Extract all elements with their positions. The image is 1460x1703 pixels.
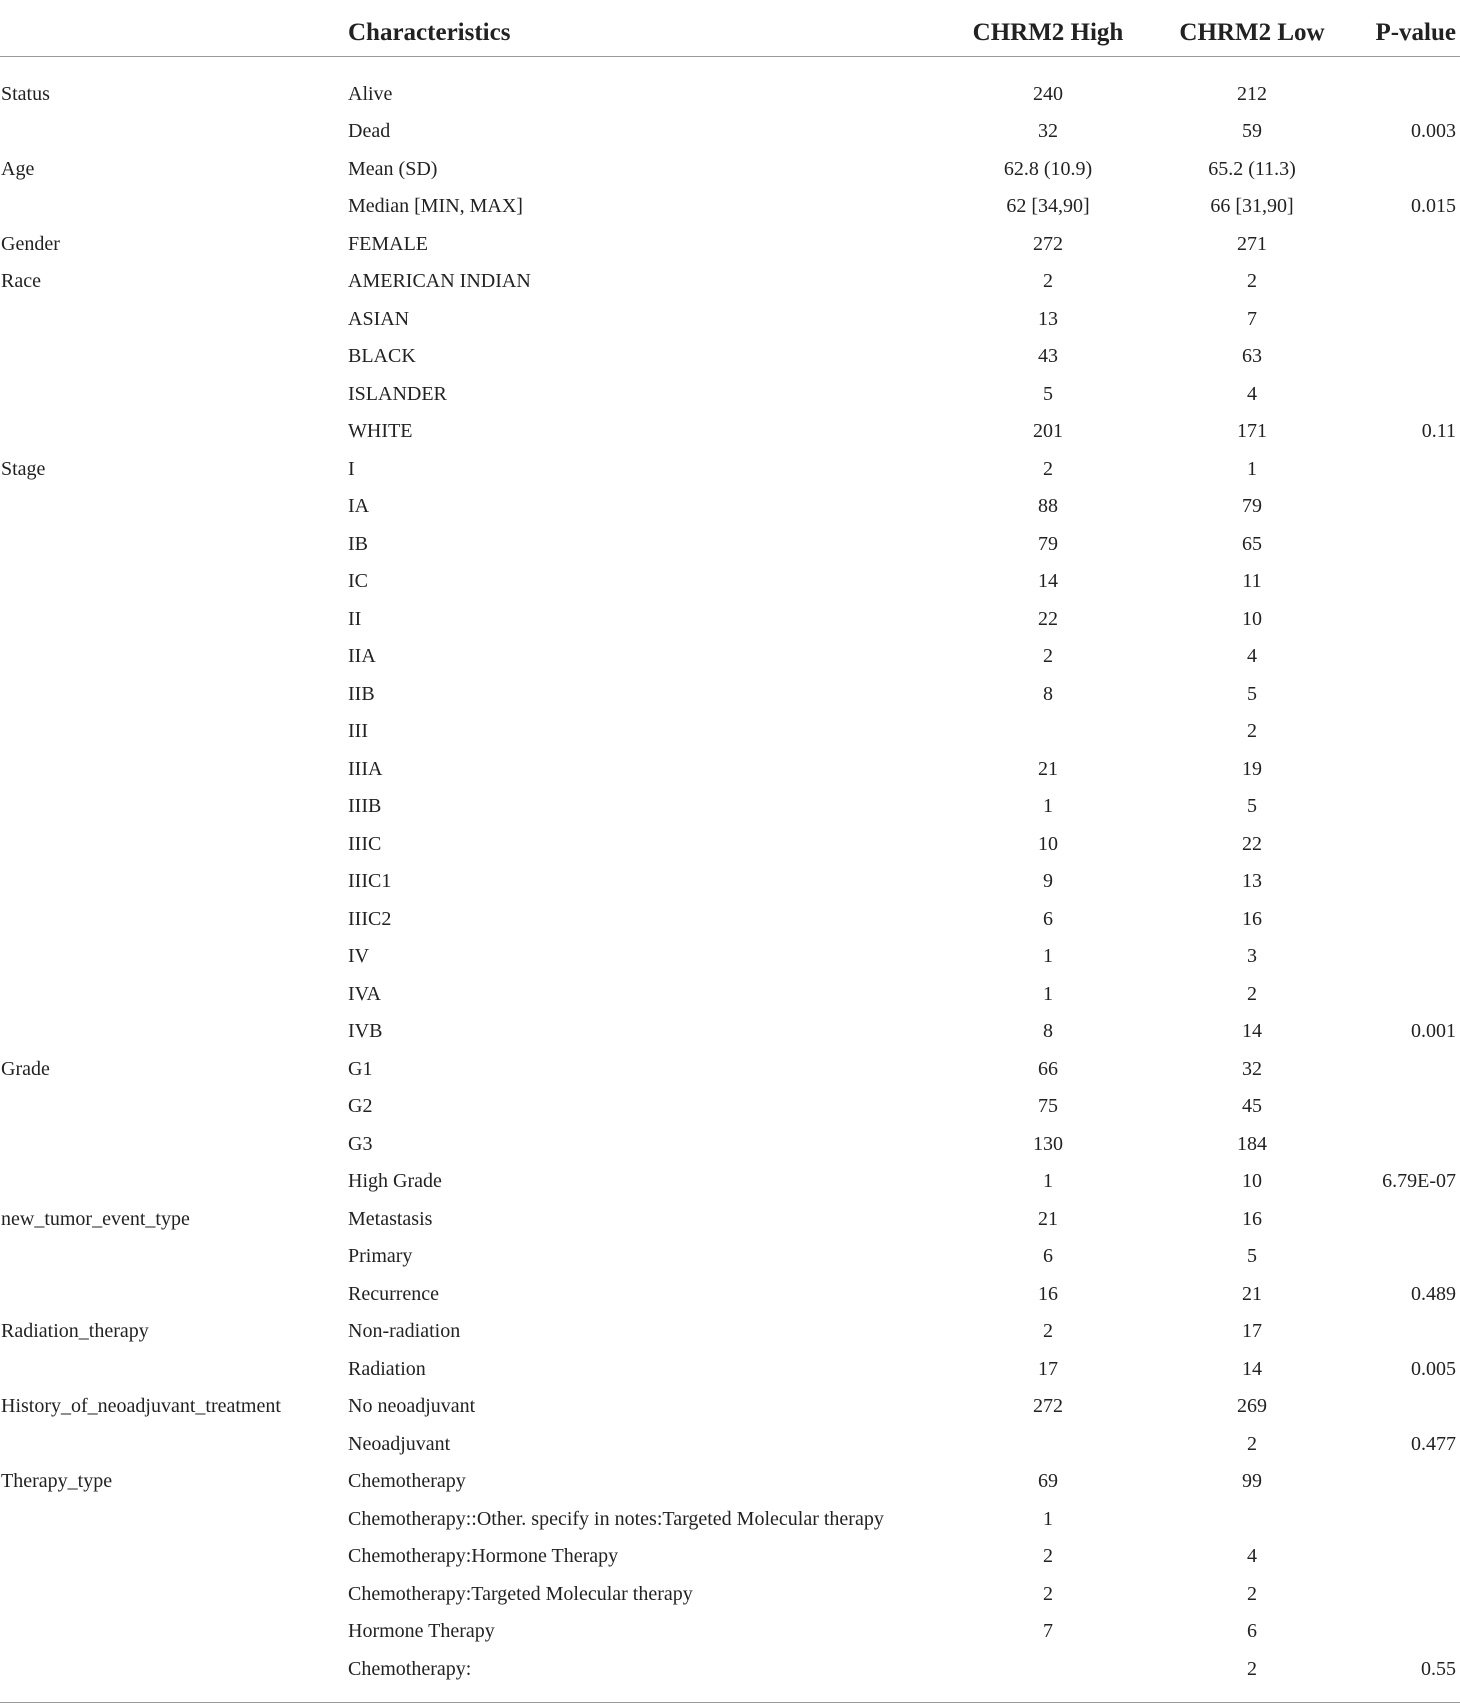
table-row [0,1163,1460,1201]
group-cell [0,300,348,338]
chrm2-high-cell: 2 [1043,645,1053,668]
table-body [0,57,1460,1703]
chrm2-high-cell [956,1425,1140,1463]
chrm2-high-cell: 2 [1043,457,1053,480]
p-value-cell: 0.489 [1411,1282,1456,1305]
characteristic-cell: Chemotherapy: [348,1650,956,1702]
characteristic-cell: No neoadjuvant [348,1395,476,1418]
p-value-cell [1364,1388,1460,1426]
p-value-cell [1364,1613,1460,1651]
p-value-cell [1364,1575,1460,1613]
chrm2-high-cell: 6 [1043,907,1053,930]
characteristic-cell: ISLANDER [348,382,447,405]
p-value-cell [1364,375,1460,413]
header-p-value: P-value [1364,0,1460,57]
chrm2-high-cell: 17 [1038,1357,1058,1380]
characteristic-cell: AMERICAN INDIAN [348,270,531,293]
chrm2-high-cell: 201 [1033,420,1063,443]
chrm2-high-cell: 1 [1043,1170,1053,1193]
table-row [0,1650,1460,1702]
p-value-cell [1364,1500,1460,1538]
characteristic-cell: Chemotherapy::Other. specify in notes:Targeted Molecular therapy [348,1507,884,1530]
table-row [0,450,1460,488]
chrm2-high-cell: 272 [1033,232,1063,255]
group-cell: History_of_neoadjuvant_treatment [1,1395,281,1418]
characteristic-cell: IIB [348,682,375,705]
chrm2-low-cell: 21 [1242,1282,1262,1305]
p-value-cell [1364,788,1460,826]
table-row [0,563,1460,601]
characteristic-cell: Chemotherapy:Targeted Molecular therapy [348,1582,693,1605]
chrm2-high-cell: 88 [1038,495,1058,518]
characteristic-cell: IVB [348,1020,383,1043]
group-cell: Radiation_therapy [1,1320,149,1343]
group-cell [0,1350,348,1388]
p-value-cell: 0.55 [1364,1650,1460,1702]
group-cell [0,600,348,638]
chrm2-low-cell: 65 [1242,532,1262,555]
table-row [0,1313,1460,1351]
chrm2-high-cell: 5 [1043,382,1053,405]
group-cell: Stage [1,457,46,480]
characteristic-cell: IIIC1 [348,870,392,893]
header-group [0,0,348,57]
chrm2-high-cell: 22 [1038,607,1058,630]
chrm2-high-cell: 240 [1033,82,1063,105]
table-row [0,1125,1460,1163]
chrm2-high-cell: 130 [1033,1132,1063,1155]
table-row [0,788,1460,826]
characteristic-cell: Hormone Therapy [348,1620,495,1643]
chrm2-low-cell: 10 [1242,1170,1262,1193]
chrm2-high-cell: 79 [1038,532,1058,555]
chrm2-low-cell: 14 [1242,1020,1262,1043]
table-row [0,225,1460,263]
table-row [0,338,1460,376]
p-value-cell [1364,1463,1460,1501]
chrm2-low-cell: 4 [1247,1545,1257,1568]
characteristic-cell: G1 [348,1057,373,1080]
header-chrm2-high: CHRM2 High [956,0,1140,57]
group-cell: Therapy_type [1,1470,113,1493]
p-value-cell: 0.003 [1411,120,1456,143]
p-value-cell: 0.001 [1411,1020,1456,1043]
table-row [0,1463,1460,1501]
chrm2-low-cell: 5 [1247,795,1257,818]
characteristic-cell: Metastasis [348,1207,433,1230]
chrm2-high-cell: 62 [34,90] [1006,195,1090,218]
chrm2-low-cell: 1 [1247,457,1257,480]
chrm2-low-cell: 4 [1247,382,1257,405]
chrm2-low-cell: 16 [1242,1207,1262,1230]
table-row [0,525,1460,563]
group-cell: Grade [1,1057,50,1080]
table-row [0,375,1460,413]
characteristic-cell: IA [348,495,370,518]
group-cell [0,938,348,976]
table-row [0,863,1460,901]
table-row [0,488,1460,526]
p-value-cell [1364,563,1460,601]
group-cell [0,1238,348,1276]
table-row [0,975,1460,1013]
table-row [0,900,1460,938]
characteristic-cell: Alive [348,82,393,105]
chrm2-low-cell: 59 [1242,120,1262,143]
p-value-cell [1364,150,1460,188]
chrm2-low-cell: 212 [1237,82,1267,105]
p-value-cell [1364,300,1460,338]
chrm2-high-cell: 14 [1038,570,1058,593]
p-value-cell [1364,600,1460,638]
chrm2-high-cell: 2 [1043,1545,1053,1568]
group-cell [0,863,348,901]
characteristic-cell: IIIA [348,757,383,780]
characteristic-cell: IV [348,945,370,968]
header-chrm2-low: CHRM2 Low [1140,0,1364,57]
p-value-cell [1364,825,1460,863]
p-value-cell: 0.015 [1411,195,1456,218]
group-cell [0,488,348,526]
table-header [0,0,1460,57]
table-row [0,1013,1460,1051]
group-cell [0,563,348,601]
characteristic-cell: Non-radiation [348,1320,461,1343]
p-value-cell [1364,863,1460,901]
chrm2-low-cell: 2 [1247,270,1257,293]
header-characteristics: Characteristics [348,0,956,57]
table-row [0,1388,1460,1426]
table-row [0,675,1460,713]
group-cell: Age [1,157,35,180]
chrm2-low-cell: 13 [1242,870,1262,893]
group-cell [0,1500,348,1538]
chrm2-high-cell: 43 [1038,345,1058,368]
group-cell: new_tumor_event_type [1,1207,190,1230]
chrm2-high-cell: 2 [1043,1320,1053,1343]
chrm2-high-cell: 2 [1043,1582,1053,1605]
table-row [0,1575,1460,1613]
chrm2-low-cell: 14 [1242,1357,1262,1380]
group-cell [0,1163,348,1201]
p-value-cell: 0.11 [1421,420,1456,443]
chrm2-low-cell: 5 [1247,682,1257,705]
table-row [0,57,1460,113]
characteristic-cell: IIIC2 [348,907,392,930]
table-row [0,263,1460,301]
chrm2-high-cell: 62.8 (10.9) [1003,157,1093,180]
chrm2-low-cell: 271 [1237,232,1267,255]
characteristic-cell: Neoadjuvant [348,1432,451,1455]
chrm2-low-cell: 65.2 (11.3) [1208,157,1296,180]
table-row [0,113,1460,151]
characteristic-cell: Recurrence [348,1282,440,1305]
characteristic-cell: IC [348,570,368,593]
group-cell [0,1275,348,1313]
chrm2-low-cell: 79 [1242,495,1262,518]
p-value-cell [1364,638,1460,676]
characteristic-cell: Dead [348,120,391,143]
group-cell: Gender [1,232,60,255]
characteristic-cell: IIA [348,645,376,668]
group-cell [0,1425,348,1463]
chrm2-low-cell: 6 [1247,1620,1257,1643]
chrm2-low-cell: 2 [1247,982,1257,1005]
table-row [0,825,1460,863]
p-value-cell [1364,1088,1460,1126]
chrm2-low-cell [1140,1500,1364,1538]
characteristic-cell: III [348,720,368,743]
chrm2-low-cell: 19 [1242,757,1262,780]
chrm2-high-cell: 8 [1043,1020,1053,1043]
group-cell [0,1650,348,1702]
chrm2-high-cell: 13 [1038,307,1058,330]
p-value-cell [1364,1538,1460,1576]
p-value-cell [1364,713,1460,751]
chrm2-low-cell: 171 [1237,420,1267,443]
characteristic-cell: G3 [348,1132,373,1155]
p-value-cell [1364,525,1460,563]
characteristic-cell: II [348,607,362,630]
group-cell [0,675,348,713]
chrm2-low-cell: 3 [1247,945,1257,968]
chrm2-high-cell: 21 [1038,757,1058,780]
chrm2-high-cell: 75 [1038,1095,1058,1118]
chrm2-low-cell: 99 [1242,1470,1262,1493]
group-cell: Race [1,270,41,293]
characteristic-cell: Chemotherapy:Hormone Therapy [348,1545,619,1568]
characteristic-cell: ASIAN [348,307,410,330]
chrm2-low-cell: 17 [1242,1320,1262,1343]
table-row [0,713,1460,751]
chrm2-high-cell: 69 [1038,1470,1058,1493]
table-row [0,750,1460,788]
table-row [0,1538,1460,1576]
group-cell [0,413,348,451]
characteristic-cell: Median [MIN, MAX] [348,195,523,218]
chrm2-high-cell: 16 [1038,1282,1058,1305]
chrm2-low-cell: 22 [1242,832,1262,855]
chrm2-low-cell: 2 [1247,1432,1257,1455]
chrm2-low-cell: 2 [1247,1582,1257,1605]
p-value-cell: 0.477 [1411,1432,1456,1455]
group-cell [0,713,348,751]
group-cell [0,525,348,563]
characteristic-cell: High Grade [348,1170,442,1193]
chrm2-low-cell: 5 [1247,1245,1257,1268]
chrm2-low-cell: 2 [1140,1650,1364,1702]
chrm2-high-cell: 1 [1043,1507,1053,1530]
chrm2-low-cell: 32 [1242,1057,1262,1080]
characteristic-cell: FEMALE [348,232,428,255]
table-row [0,1275,1460,1313]
table-row [0,1238,1460,1276]
group-cell: Status [1,82,50,105]
characteristic-cell: Radiation [348,1357,426,1380]
chrm2-high-cell: 272 [1033,1395,1063,1418]
chrm2-high-cell: 32 [1038,120,1058,143]
table-row [0,1350,1460,1388]
characteristic-cell: WHITE [348,420,413,443]
p-value-cell [1364,1125,1460,1163]
chrm2-high-cell: 7 [1043,1620,1053,1643]
chrm2-high-cell [956,1650,1140,1702]
table-row [0,1613,1460,1651]
group-cell [0,113,348,151]
table-row [0,1500,1460,1538]
p-value-cell [1364,1238,1460,1276]
p-value-cell [1364,57,1460,113]
characteristic-cell: Chemotherapy [348,1470,466,1493]
group-cell [0,1013,348,1051]
chrm2-low-cell: 7 [1247,307,1257,330]
chrm2-low-cell: 45 [1242,1095,1262,1118]
p-value-cell [1364,1050,1460,1088]
table-row [0,188,1460,226]
p-value-cell [1364,450,1460,488]
characteristic-cell: G2 [348,1095,373,1118]
group-cell [0,1125,348,1163]
p-value-cell [1364,750,1460,788]
characteristic-cell: I [348,457,355,480]
group-cell [0,900,348,938]
table-row [0,300,1460,338]
group-cell [0,338,348,376]
chrm2-low-cell: 269 [1237,1395,1267,1418]
table-row [0,938,1460,976]
group-cell [0,975,348,1013]
characteristic-cell: IVA [348,982,381,1005]
chrm2-high-cell: 1 [1043,982,1053,1005]
characteristic-cell: IB [348,532,368,555]
chrm2-low-cell: 184 [1237,1132,1267,1155]
chrm2-low-cell: 4 [1247,645,1257,668]
table-row [0,1088,1460,1126]
chrm2-high-cell: 1 [1043,795,1053,818]
group-cell [0,1088,348,1126]
characteristic-cell: IIIC [348,832,382,855]
p-value-cell [1364,338,1460,376]
p-value-cell: 0.005 [1411,1357,1456,1380]
table-row [0,150,1460,188]
group-cell [0,1613,348,1651]
header-row [0,0,1460,57]
chrm2-high-cell: 10 [1038,832,1058,855]
group-cell [0,1575,348,1613]
chrm2-high-cell: 1 [1043,945,1053,968]
chrm2-high-cell: 8 [1043,682,1053,705]
group-cell [0,1538,348,1576]
p-value-cell [1364,675,1460,713]
characteristic-cell: BLACK [348,345,416,368]
p-value-cell [1364,1313,1460,1351]
characteristic-cell: Mean (SD) [348,157,438,180]
characteristic-cell: IIIB [348,795,382,818]
table-row [0,600,1460,638]
chrm2-high-cell: 2 [1043,270,1053,293]
p-value-cell: 6.79E-07 [1382,1170,1456,1193]
group-cell [0,638,348,676]
table-row [0,1050,1460,1088]
p-value-cell [1364,488,1460,526]
p-value-cell [1364,938,1460,976]
group-cell [0,375,348,413]
table-row [0,413,1460,451]
chrm2-high-cell: 9 [1043,870,1053,893]
chrm2-low-cell: 63 [1242,345,1262,368]
chrm2-low-cell: 2 [1247,720,1257,743]
chrm2-high-cell [956,713,1140,751]
chrm2-high-cell: 6 [1043,1245,1053,1268]
chrm2-low-cell: 11 [1242,570,1262,593]
chrm2-high-cell: 21 [1038,1207,1058,1230]
chrm2-low-cell: 10 [1242,607,1262,630]
chrm2-low-cell: 16 [1242,907,1262,930]
p-value-cell [1364,263,1460,301]
group-cell [0,750,348,788]
table-row [0,1425,1460,1463]
p-value-cell [1364,225,1460,263]
group-cell [0,825,348,863]
p-value-cell [1364,900,1460,938]
p-value-cell [1364,1200,1460,1238]
chrm2-low-cell: 66 [31,90] [1210,195,1294,218]
p-value-cell [1364,975,1460,1013]
group-cell [0,188,348,226]
table-row [0,638,1460,676]
chrm2-high-cell: 66 [1038,1057,1058,1080]
group-cell [0,788,348,826]
table-row [0,1200,1460,1238]
characteristic-cell: Primary [348,1245,413,1268]
